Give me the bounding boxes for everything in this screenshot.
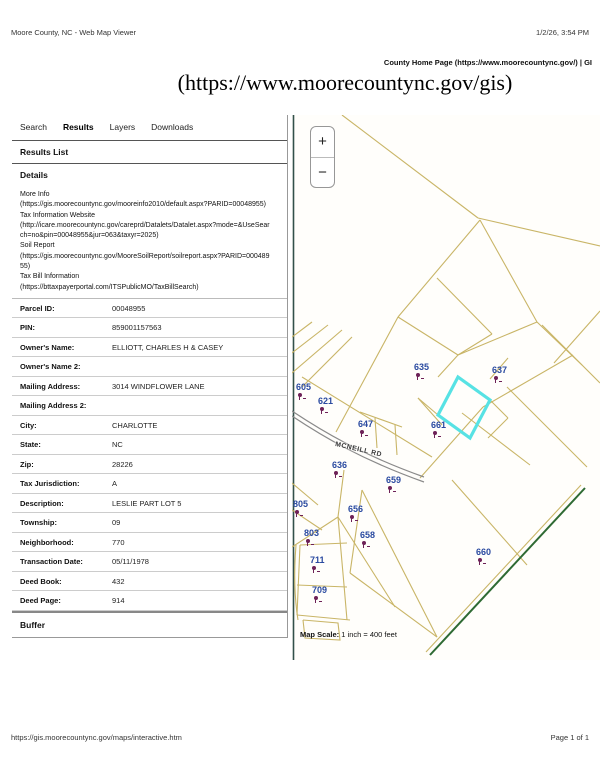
table-row xyxy=(12,552,287,572)
print-header-timestamp: 1/2/26, 3:54 PM xyxy=(536,28,589,37)
detail-link-url: (https://gis.moorecountync.gov/MooreSoilReport/soilreport.aspx?PARID=00048955) xyxy=(20,252,270,270)
survey-marker-icon xyxy=(350,515,354,519)
parcel-number: 709 xyxy=(312,585,328,595)
parcel-label-711[interactable] xyxy=(310,556,325,565)
parcel-label-656[interactable] xyxy=(348,505,363,514)
detail-link-url: (https://bttaxpayerportal.com/ITSPublicMO/TaxBillSearch) xyxy=(20,283,199,291)
parcel-label-661[interactable] xyxy=(431,421,446,430)
detail-link xyxy=(20,190,279,211)
row-value: 09 xyxy=(112,518,121,528)
map-scale-label: Map Scale: xyxy=(300,630,340,639)
table-row xyxy=(12,474,287,494)
row-label: Parcel ID: xyxy=(20,303,55,313)
row-label: Deed Book: xyxy=(20,576,62,586)
parcel-label-636[interactable] xyxy=(332,461,347,470)
map-scale-text xyxy=(300,630,397,639)
parcel-number: 711 xyxy=(310,555,325,565)
print-header-title: Moore County, NC - Web Map Viewer xyxy=(11,28,137,37)
row-value: LESLIE PART LOT 5 xyxy=(112,498,182,508)
parcel-number: 659 xyxy=(386,475,402,485)
row-label: Mailing Address: xyxy=(20,381,81,391)
survey-marker-icon xyxy=(334,471,338,475)
table-row xyxy=(12,513,287,533)
row-value: 00048955 xyxy=(112,303,146,313)
row-value: CHARLOTTE xyxy=(112,420,158,430)
row-value: 914 xyxy=(112,596,125,606)
table-row xyxy=(12,572,287,592)
table-row xyxy=(12,533,287,553)
parcel-number: 621 xyxy=(318,396,334,406)
row-value: 432 xyxy=(112,576,125,586)
table-row xyxy=(12,435,287,455)
table-row xyxy=(12,416,287,436)
parcel-number: 637 xyxy=(492,365,508,375)
zoom-out-button[interactable]: − xyxy=(318,163,327,181)
survey-marker-icon xyxy=(314,596,318,600)
survey-marker-icon xyxy=(360,430,364,434)
parcel-number: 658 xyxy=(360,530,376,540)
row-label: Deed Page: xyxy=(20,596,61,606)
results-panel xyxy=(12,115,288,638)
detail-link xyxy=(20,272,279,293)
footer-url: https://gis.moorecountync.gov/maps/interactive.htm xyxy=(11,733,182,742)
detail-link-label[interactable]: Tax Bill Information xyxy=(20,273,80,281)
row-value: 05/11/1978 xyxy=(112,557,149,567)
parcel-label-660[interactable] xyxy=(476,548,491,557)
row-label: Description: xyxy=(20,498,64,508)
detail-link-label[interactable]: Soil Report xyxy=(20,242,55,250)
footer-page-number: Page 1 of 1 xyxy=(550,733,589,742)
row-label: Zip: xyxy=(20,459,34,469)
table-row xyxy=(12,494,287,514)
table-row xyxy=(12,357,287,377)
survey-marker-icon xyxy=(306,539,310,543)
table-row xyxy=(12,299,287,319)
row-value: 28226 xyxy=(112,459,133,469)
tab-layers[interactable]: Layers xyxy=(109,122,136,132)
detail-links xyxy=(12,186,287,295)
parcel-label-659[interactable] xyxy=(386,476,401,485)
gis-url-heading: (https://www.moorecountync.gov/gis) xyxy=(177,70,513,95)
survey-marker-icon xyxy=(388,486,392,490)
parcel-label-635[interactable] xyxy=(414,363,429,372)
parcel-label-803[interactable] xyxy=(304,529,319,538)
table-row xyxy=(12,338,287,358)
panel-tabs xyxy=(12,115,287,141)
detail-link-url: (https://gis.moorecountync.gov/mooreinfo2010/default.aspx?PARID=00048955) xyxy=(20,201,266,209)
row-value: 770 xyxy=(112,537,125,547)
row-label: Tax Jurisdiction: xyxy=(20,479,80,489)
row-value: NC xyxy=(112,440,123,450)
row-label: Neighborhood: xyxy=(20,537,74,547)
buffer-section-header[interactable]: Buffer xyxy=(12,611,287,638)
table-row xyxy=(12,455,287,475)
green-boundary-line xyxy=(430,488,585,655)
row-value: 3014 WINDFLOWER LANE xyxy=(112,381,205,391)
parcel-label-658[interactable] xyxy=(360,531,375,540)
parcel-number: 803 xyxy=(304,528,320,538)
survey-marker-icon xyxy=(298,393,302,397)
detail-link-url: (http://icare.moorecountync.gov/careprd/Datalets/Datalet.aspx?mode=&UseSearch=no&pin=00048955&jur=063&taxyr=2025) xyxy=(20,221,270,240)
table-row xyxy=(12,396,287,416)
detail-link xyxy=(20,211,279,242)
parcel-label-647[interactable] xyxy=(358,420,373,429)
map-zoom-control xyxy=(310,126,335,188)
parcel-label-605[interactable] xyxy=(296,383,311,392)
road-label: MCNEILL RD xyxy=(334,441,383,459)
map-viewport[interactable] xyxy=(292,115,600,660)
survey-marker-icon xyxy=(478,558,482,562)
survey-marker-icon xyxy=(295,510,299,514)
parcel-number: 636 xyxy=(332,460,348,470)
survey-marker-icon xyxy=(320,407,324,411)
results-list-header[interactable]: Results List xyxy=(12,141,287,164)
parcel-number: 605 xyxy=(296,382,312,392)
survey-marker-icon xyxy=(362,541,366,545)
detail-link-label[interactable]: Tax Information Website xyxy=(20,211,95,219)
row-value: 859001157563 xyxy=(112,323,162,333)
parcel-number: 635 xyxy=(414,362,430,372)
parcel-map-svg xyxy=(292,115,600,660)
parcel-number: 660 xyxy=(476,547,492,557)
tab-results[interactable]: Results xyxy=(62,122,94,132)
tab-search[interactable]: Search xyxy=(20,122,47,132)
row-value: ELLIOTT, CHARLES H & CASEY xyxy=(112,342,224,352)
parcel-label-637[interactable] xyxy=(492,366,507,375)
row-value: A xyxy=(112,479,118,489)
table-row xyxy=(12,318,287,338)
survey-marker-icon xyxy=(494,376,498,380)
table-row xyxy=(12,377,287,397)
detail-link xyxy=(20,241,279,272)
parcel-label-621[interactable] xyxy=(318,397,333,406)
parcel-number: 805 xyxy=(293,499,309,509)
row-label: Mailing Address 2: xyxy=(20,401,87,411)
map-scale-value: 1 inch = 400 feet xyxy=(339,630,397,639)
parcel-label-805[interactable] xyxy=(293,500,308,509)
parcel-number: 647 xyxy=(358,419,374,429)
parcel-number: 661 xyxy=(431,420,447,430)
details-table xyxy=(12,298,287,611)
row-label: Transaction Date: xyxy=(20,557,83,567)
survey-marker-icon xyxy=(416,373,420,377)
detail-link-label[interactable]: More Info xyxy=(20,191,50,198)
parcel-boundary-lines xyxy=(292,115,600,652)
row-label: Owner's Name 2: xyxy=(20,362,81,372)
row-label: Owner's Name: xyxy=(20,342,75,352)
survey-marker-icon xyxy=(433,431,437,435)
table-row xyxy=(12,591,287,611)
tab-downloads[interactable]: Downloads xyxy=(151,122,194,132)
parcel-label-709[interactable] xyxy=(312,586,327,595)
parcel-number: 656 xyxy=(348,504,364,514)
row-label: State: xyxy=(20,440,41,450)
zoom-in-button[interactable]: + xyxy=(311,127,334,158)
row-label: Township: xyxy=(20,518,57,528)
row-label: City: xyxy=(20,420,37,430)
row-label: PIN: xyxy=(20,323,35,333)
details-header: Details xyxy=(20,170,48,180)
survey-marker-icon xyxy=(312,566,316,570)
county-home-page-link[interactable]: County Home Page (https://www.moorecountync.gov/) | GI xyxy=(383,58,592,67)
